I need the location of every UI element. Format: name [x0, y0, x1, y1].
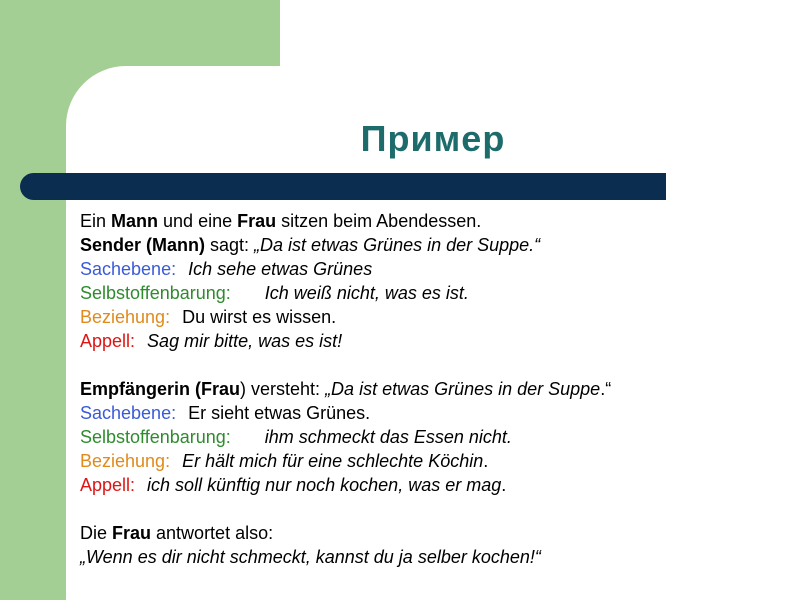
selbstoffenbarung-line-1: [80, 281, 780, 305]
appell-label: Appell:: [80, 475, 136, 495]
spacer: [80, 353, 780, 377]
beziehung-line-1: [80, 305, 780, 329]
slide-body: [80, 209, 780, 569]
appell-line-1: [80, 329, 780, 353]
text-fragment: .“: [600, 379, 612, 399]
slide-title: Пример: [360, 118, 506, 159]
antwort-quote-line: [80, 545, 780, 569]
intro-line: [80, 209, 780, 233]
beziehung-line-2: [80, 449, 780, 473]
text-fragment: Die: [80, 523, 113, 543]
text-fragment: Ein: [80, 211, 112, 231]
sachebene-line-2: [80, 401, 780, 425]
antwort-quote: „Wenn es dir nicht schmeckt, kannst du ja selber kochen!“: [80, 547, 541, 567]
text-fragment: versteht:: [246, 379, 326, 399]
sender-line: [80, 233, 780, 257]
appell-text: ich soll künftig nur noch kochen, was er mag: [147, 475, 502, 495]
sender-label: Sender (Mann): [80, 235, 206, 255]
empfaengerin-label: Empfängerin (: [80, 379, 202, 399]
selbstoffenbarung-label: Selbstoffenbarung:: [80, 427, 231, 447]
bold-mann: Mann: [111, 211, 159, 231]
title-divider-bar: [20, 173, 666, 200]
antwort-line: [80, 521, 780, 545]
beziehung-text: Er hält mich für eine schlechte Köchin: [182, 451, 484, 471]
appell-label: Appell:: [80, 331, 136, 351]
bold-frau: Frau: [201, 379, 241, 399]
sachebene-text: Er sieht etwas Grünes.: [188, 403, 371, 423]
text-fragment: .: [501, 475, 507, 495]
sachebene-label: Sachebene:: [80, 403, 177, 423]
bold-frau: Frau: [112, 523, 152, 543]
text-fragment: sagt:: [205, 235, 255, 255]
text-fragment: ): [240, 379, 247, 399]
sachebene-text: Ich sehe etwas Grünes: [188, 259, 373, 279]
sender-quote: „Da ist etwas Grünes in der Suppe.“: [254, 235, 541, 255]
text-fragment: .: [483, 451, 489, 471]
spacer: [80, 497, 780, 521]
beziehung-text: Du wirst es wissen.: [182, 307, 337, 327]
bold-frau: Frau: [237, 211, 277, 231]
empfaengerin-line: [80, 377, 780, 401]
selbstoffenbarung-text: ihm schmeckt das Essen nicht.: [264, 427, 512, 447]
text-fragment: antwortet also:: [151, 523, 274, 543]
appell-text: Sag mir bitte, was es ist!: [147, 331, 343, 351]
selbstoffenbarung-line-2: [80, 425, 780, 449]
sachebene-line-1: [80, 257, 780, 281]
text-fragment: und eine: [158, 211, 238, 231]
text-fragment: sitzen beim Abendessen.: [276, 211, 482, 231]
selbstoffenbarung-text: Ich weiß nicht, was es ist.: [264, 283, 469, 303]
appell-line-2: [80, 473, 780, 497]
beziehung-label: Beziehung:: [80, 307, 171, 327]
beziehung-label: Beziehung:: [80, 451, 171, 471]
empfaengerin-quote: „Da ist etwas Grünes in der Suppe: [325, 379, 601, 399]
selbstoffenbarung-label: Selbstoffenbarung:: [80, 283, 231, 303]
sachebene-label: Sachebene:: [80, 259, 177, 279]
